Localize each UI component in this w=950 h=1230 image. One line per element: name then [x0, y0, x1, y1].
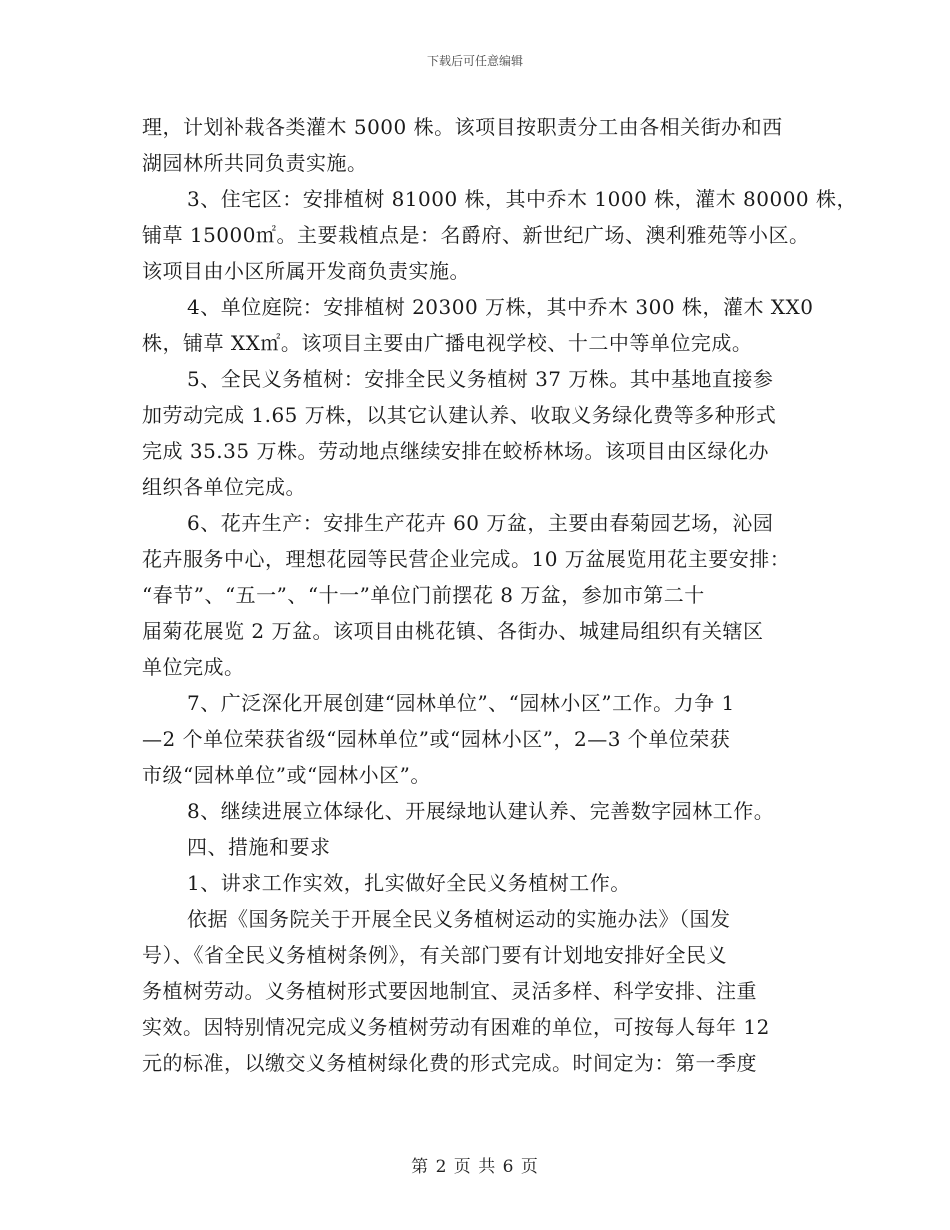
text-line: 四、措施和要求	[187, 835, 331, 859]
text-line: 组织各单位完成。	[142, 475, 306, 499]
text-line: 铺草 15000㎡。主要栽植点是：名爵府、新世纪广场、澳利雅苑等小区。	[142, 223, 810, 247]
text-line: 加劳动完成 1.65 万株，以其它认建认养、收取义务绿化费等多种形式	[142, 403, 777, 427]
text-line: 7、广泛深化开展创建“园林单位”、“园林小区”工作。力争 1	[187, 691, 735, 715]
text-line: 完成 35.35 万株。劳动地点继续安排在蛟桥林场。该项目由区绿化办	[142, 439, 769, 463]
text-line: 理，计划补栽各类灌木 5000 株。该项目按职责分工由各相关街办和西	[142, 115, 783, 139]
text-line: 号）、《省全民义务植树条例》，有关部门要有计划地安排好全民义	[142, 943, 727, 967]
text-line: 6、花卉生产：安排生产花卉 60 万盆，主要由春菊园艺场，沁园	[187, 511, 774, 535]
page-footer: 第 2 页 共 6 页	[411, 1157, 539, 1177]
text-line: 市级“园林单位”或“园林小区”。	[142, 763, 431, 787]
text-line: 4、单位庭院：安排植树 20300 万株，其中乔木 300 株，灌木 XX0	[187, 295, 814, 319]
text-line: 3、住宅区：安排植树 81000 株，其中乔木 1000 株，灌木 80000 株，	[187, 187, 858, 211]
text-line: 花卉服务中心，理想花园等民营企业完成。10 万盆展览用花主要安排：	[142, 547, 791, 571]
text-line: 8、继续进展立体绿化、开展绿地认建认养、完善数字园林工作。	[187, 799, 775, 823]
text-line: —2 个单位荣获省级“园林单位”或“园林小区”，2—3 个单位荣获	[142, 727, 731, 751]
text-line: 届菊花展览 2 万盆。该项目由桃花镇、各街办、城建局组织有关辖区	[142, 619, 764, 643]
text-line: 株，铺草 XX㎡。该项目主要由广播电视学校、十二中等单位完成。	[142, 331, 753, 355]
text-line: 实效。因特别情况完成义务植树劳动有困难的单位，可按每人每年 12	[142, 1015, 770, 1039]
document-body	[142, 109, 858, 1081]
text-line: 5、全民义务植树：安排全民义务植树 37 万株。其中基地直接参	[187, 367, 774, 391]
text-line: 务植树劳动。义务植树形式要因地制宜、灵活多样、科学安排、注重	[142, 979, 757, 1003]
text-line: 湖园林所共同负责实施。	[142, 151, 368, 175]
text-line: 依据《国务院关于开展全民义务植树运动的实施办法》（国发	[187, 907, 731, 931]
text-line: 该项目由小区所属开发商负责实施。	[142, 259, 470, 283]
text-line: 单位完成。	[142, 655, 245, 679]
text-line: “春节”、“五一”、“十一”单位门前摆花 8 万盆，参加市第二十	[142, 583, 705, 607]
text-line: 元的标准，以缴交义务植树绿化费的形式完成。时间定为：第一季度	[142, 1051, 757, 1075]
page-header: 下载后可任意编辑	[426, 54, 523, 68]
text-line: 1、讲求工作实效，扎实做好全民义务植树工作。	[187, 871, 631, 895]
